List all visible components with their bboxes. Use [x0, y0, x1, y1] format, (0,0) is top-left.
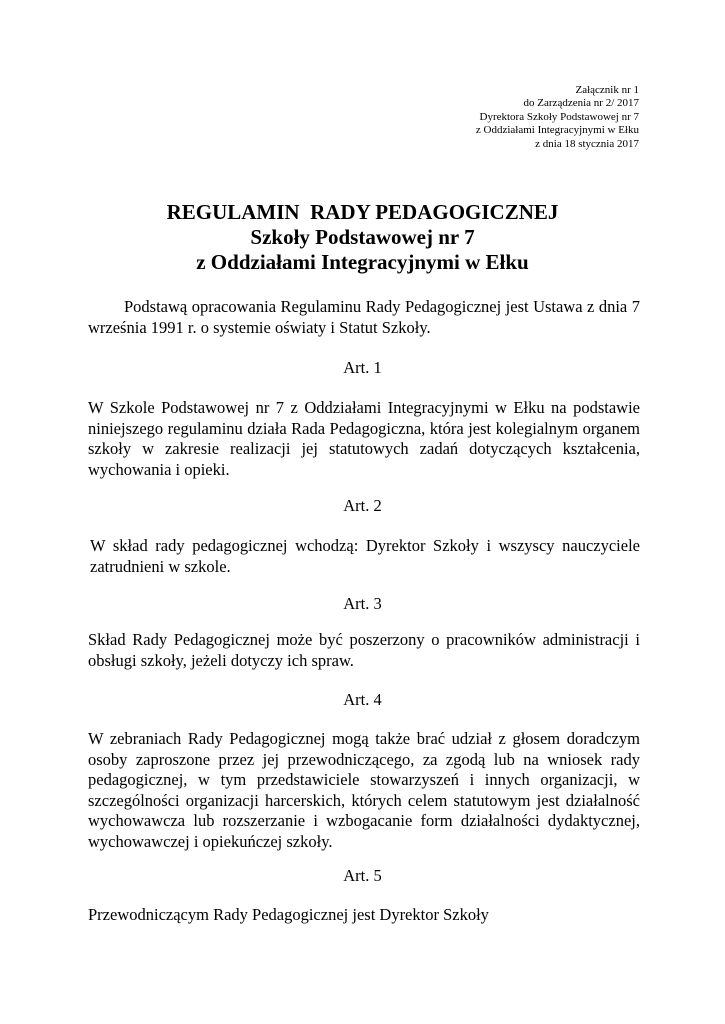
intro-paragraph: Podstawą opracowania Regulaminu Rady Pedagogicznej jest Ustawa z dnia 7 września 1991 r. o systemie oświaty i Statut Szkoły.	[88, 297, 640, 337]
article-text: Przewodniczącym Rady Pedagogicznej jest Dyrektor Szkoły	[88, 905, 489, 924]
annex-line: z Oddziałami Integracyjnymi w Ełku	[475, 124, 639, 137]
title-line-2: Szkoły Podstawowej nr 7	[250, 225, 475, 249]
title-line-1: REGULAMIN RADY PEDAGOGICZNEJ	[166, 200, 559, 224]
annex-line: do Zarządzenia nr 2/ 2017	[523, 97, 639, 110]
article-heading: Art. 4	[343, 690, 382, 709]
article-text: Skład Rady Pedagogicznej może być poszerzony o pracowników administracji i obsługi szkoły, jeżeli dotyczy ich spraw.	[88, 630, 640, 670]
annex-line: Załącznik nr 1	[575, 84, 639, 96]
annex-line: Dyrektora Szkoły Podstawowej nr 7	[479, 110, 639, 123]
annex-line: z dnia 18 stycznia 2017	[535, 137, 639, 150]
article-heading: Art. 1	[343, 358, 382, 377]
article-heading: Art. 2	[343, 496, 382, 515]
article-text: W skład rady pedagogicznej wchodzą: Dyrektor Szkoły i wszyscy nauczyciele zatrudnieni w szkole.	[90, 536, 640, 576]
article-heading: Art. 5	[343, 866, 382, 885]
annex-header	[476, 84, 639, 151]
article-heading: Art. 3	[343, 594, 382, 613]
article-text: W Szkole Podstawowej nr 7 z Oddziałami Integracyjnymi w Ełku na podstawie niniejszego regulaminu działa Rada Pedagogiczna, która jest kolegialnym organem szkoły w zakresie realizacji jej statutowych zadań dotyczących kształcenia, wychowania i opieki.	[88, 398, 640, 479]
article-text: W zebraniach Rady Pedagogicznej mogą także brać udział z głosem doradczym osoby zaproszone przez jej przewodniczącego, za zgodą lub na wniosek rady pedagogicznej, w tym przedstawiciele stowarzyszeń i innych organizacji, w szczególności organizacji harcerskich, których celem statutowym jest działalność wychowawcza lub rozszerzanie i wzbogacanie form działalności dydaktycznej, wychowawczej i opiekuńczej szkoły.	[88, 729, 640, 851]
title-line-3: z Oddziałami Integracyjnymi w Ełku	[196, 250, 529, 274]
document-title	[0, 200, 725, 275]
